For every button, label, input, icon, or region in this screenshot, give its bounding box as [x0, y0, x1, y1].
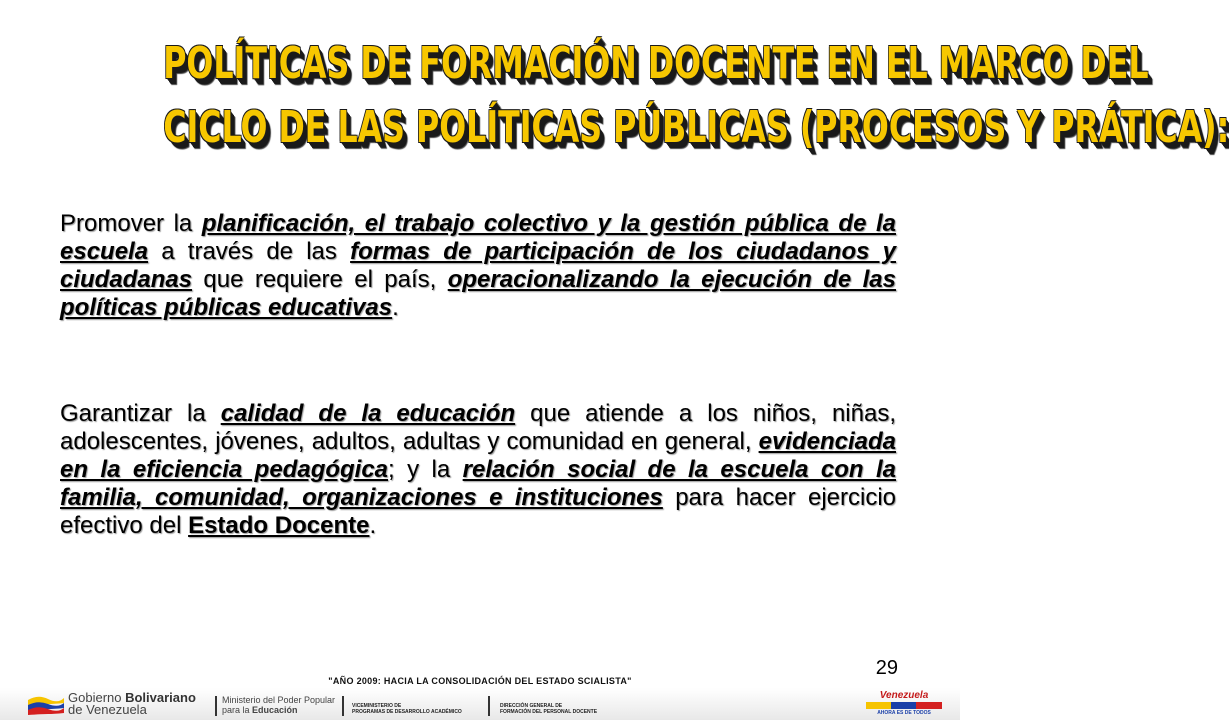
para2-text-4: para hacer ejercicio efectivo del	[60, 484, 897, 539]
ministry-line-2-bold: Educación	[252, 705, 298, 715]
venezuela-logo-slogan: AHORA ES DE TODOS	[877, 710, 931, 716]
para1-emphasis-2: formas de participación de los ciudadanos y ciudadanas	[60, 238, 896, 293]
footer-divider	[342, 696, 344, 716]
gov-line-2: de Venezuela	[68, 702, 147, 717]
slide-title-line-2: CICLO DE LAS POLÍTICAS PÚBLICAS (PROCESOS Y PRÁTICA):	[163, 102, 1229, 153]
gov-line-1: Gobierno	[68, 690, 126, 705]
para2-text-5: .	[369, 512, 377, 539]
para2-emphasis-estado-docente: Estado Docente	[188, 512, 370, 539]
dir-line-1: DIRECCIÓN GENERAL DE	[500, 703, 563, 709]
slide-title-line-1: POLÍTICAS DE FORMACIÓN DOCENTE EN EL MARCO DEL	[163, 38, 1149, 89]
para2-emphasis-1: calidad de la educación	[220, 400, 516, 427]
footer-divider	[215, 696, 217, 716]
para1-text-2: a través de las	[148, 238, 351, 265]
venezuela-logo-stripe	[866, 702, 942, 709]
paragraph-promover	[60, 210, 896, 322]
para2-emphasis-2: evidenciada en la eficiencia pedagógica	[60, 428, 896, 483]
venezuela-logo	[862, 690, 946, 718]
venezuela-logo-text: Venezuela	[879, 690, 929, 701]
para1-text-1: Promover la	[60, 210, 202, 237]
para2-text-3: ; y la	[388, 456, 463, 483]
vice-line-1: VICEMINISTERIO DE	[352, 703, 402, 709]
para2-emphasis-3: relación social de la escuela con la familia, comunidad, organizaciones e instituciones	[60, 456, 896, 511]
para2-text-1: Garantizar la	[60, 400, 221, 427]
direction-label	[500, 703, 597, 715]
footer-divider	[488, 696, 490, 716]
venezuela-flag-icon	[26, 694, 66, 716]
government-name	[68, 692, 196, 716]
para1-text-4: .	[392, 294, 399, 321]
para1-emphasis-1: planificación, el trabajo colectivo y la gestión pública de la escuela	[60, 210, 896, 265]
ministry-line-1: Ministerio del Poder Popular	[222, 695, 336, 705]
gov-line-1-bold: Bolivariano	[125, 690, 196, 705]
ministry-name	[222, 695, 335, 715]
slide-title	[163, 32, 1229, 160]
para2-text-2: que atiende a los niños, niñas, adolescentes, jóvenes, adultos, adultas y comunidad en general,	[60, 400, 896, 455]
para1-text-3: que requiere el país,	[192, 266, 448, 293]
ministry-line-2: para la	[222, 705, 253, 715]
paragraph-garantizar	[60, 400, 896, 540]
footer-motto: "AÑO 2009: HACIA LA CONSOLIDACIÓN DEL ESTADO SCIALISTA"	[328, 676, 632, 686]
para1-emphasis-3: operacionalizando la ejecución de las políticas públicas educativas	[60, 266, 896, 321]
dir-line-2: FORMACIÓN DEL PERSONAL DOCENTE	[500, 709, 598, 715]
vice-line-2: PROGRAMAS DE DESARROLLO ACADÉMICO	[352, 709, 462, 715]
viceministry-label	[352, 703, 462, 715]
page-number: 29	[875, 657, 898, 679]
